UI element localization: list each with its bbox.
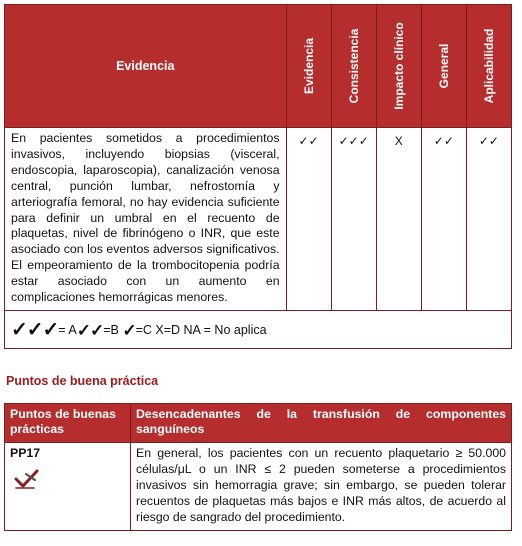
- header-general-label: General: [436, 43, 451, 89]
- header-aplicabilidad: [466, 5, 511, 128]
- good-practice-table: [4, 403, 512, 531]
- rating-consistencia: ✓✓✓: [331, 128, 376, 311]
- evidence-table: [4, 4, 512, 349]
- legend-a-marks: ✓✓✓: [11, 318, 59, 341]
- header-consistencia-label: Consistencia: [346, 28, 361, 104]
- good-practice-header-col1: Puntos de buenas prácticas: [5, 404, 131, 443]
- grade-legend: [5, 310, 512, 348]
- good-practice-header-col2: Desencadenantes de la transfusión de componentes sanguíneos: [131, 404, 512, 443]
- header-impacto-clinico-label: Impacto clínico: [391, 22, 406, 110]
- good-practice-header-row: [5, 404, 512, 443]
- header-consistencia: [331, 5, 376, 128]
- good-practice-row: [5, 443, 512, 531]
- header-aplicabilidad-label: Aplicabilidad: [481, 28, 496, 104]
- legend-b-marks: ✓✓: [76, 320, 104, 340]
- header-evidencia: [286, 5, 331, 128]
- header-impacto-clinico: [376, 5, 421, 128]
- good-practice-text: En general, los pacientes con un recuento plaquetario ≥ 50.000 células/μL o un INR ≤ 2 pueden someterse a procedimientos invasivos sin hemorragia grave; sin embargo, se pueden tolerar recuentos de plaquetas más bajos e INR más altos, de acuerdo al riesgo de sangrado del procedimiento.: [131, 443, 512, 531]
- header-evidencia-label: Evidencia: [301, 37, 316, 95]
- legend-c-marks: ✓: [122, 320, 136, 340]
- rating-aplicabilidad: ✓✓: [466, 128, 511, 311]
- legend-b-text: =B: [103, 322, 119, 337]
- rating-evidencia: ✓✓: [286, 128, 331, 311]
- good-practice-code: PP17: [10, 446, 41, 460]
- good-practice-code-cell: [5, 443, 131, 531]
- legend-a-text: = A: [58, 322, 77, 337]
- evidence-statement: En pacientes sometidos a procedimientos invasivos, incluyendo biopsias (visceral, endoscopia, laparoscopia), canalización venosa central, punción lumbar, nefrostomía y arteriografía femoral, no hay evidencia suficiente para definir un umbral en el recuento de plaquetas, nivel de fibrinógeno o INR, que este asociado con los eventos adversos significativos. El empeoramiento de la trombocitopenia podría estar asociado con un aumento en complicaciones hemorrágicas menores.: [5, 128, 287, 311]
- legend-c-text: =C X=D NA = No aplica: [135, 322, 267, 337]
- section-title: Puntos de buena práctica: [6, 374, 159, 388]
- rating-general: ✓✓: [421, 128, 466, 311]
- rating-impacto-clinico: X: [376, 128, 421, 311]
- evidence-body-row: [5, 128, 512, 311]
- header-general: [421, 5, 466, 128]
- evidence-main-header: Evidencia: [5, 5, 287, 128]
- check-pen-icon: [14, 468, 40, 490]
- evidence-header-row: [5, 5, 512, 128]
- legend-row: [5, 310, 512, 348]
